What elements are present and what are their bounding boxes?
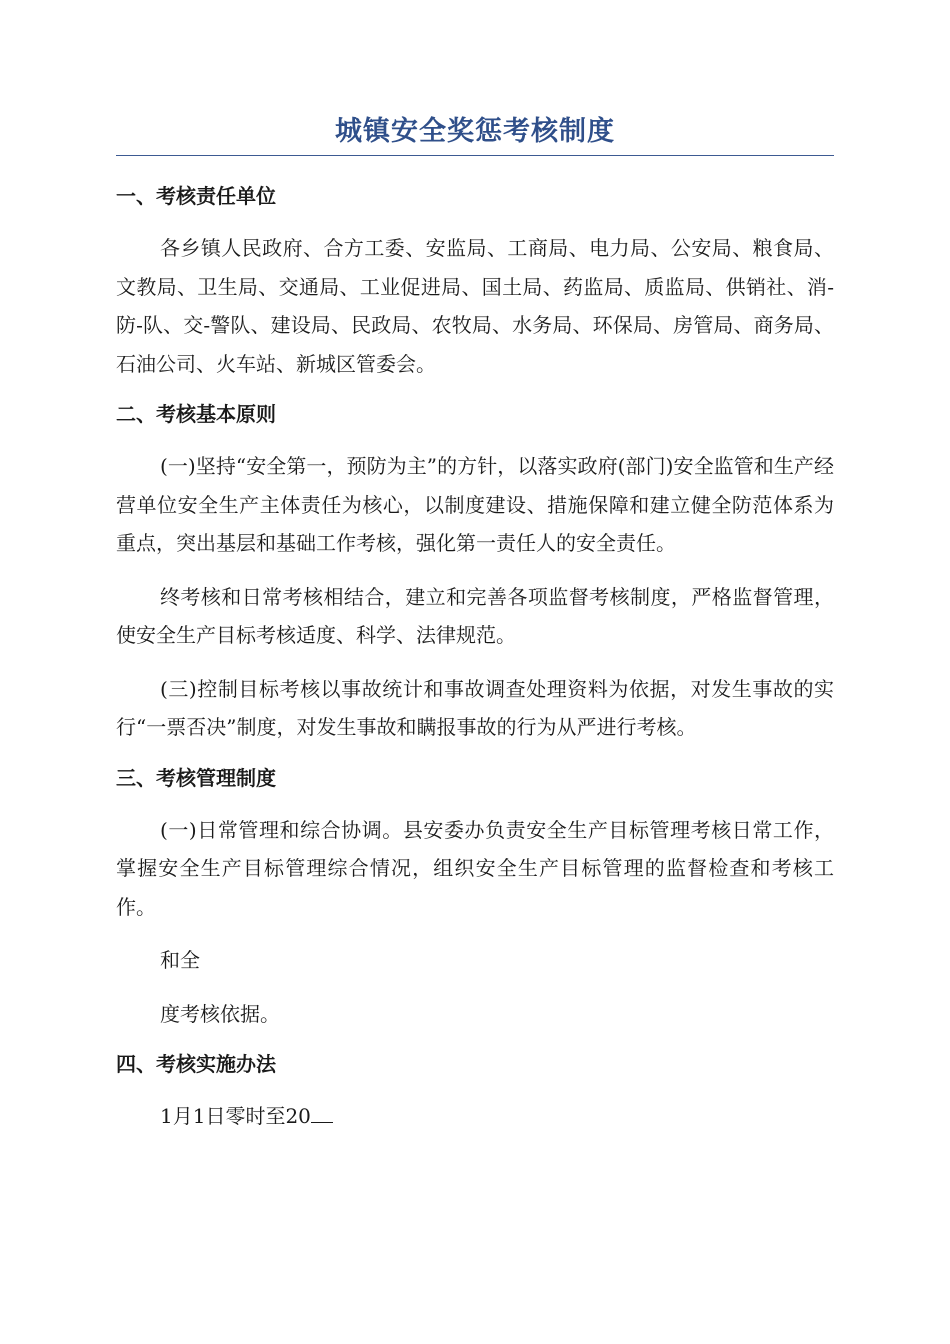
section-4-paragraph-1 <box>116 1097 834 1136</box>
section-1-paragraph-1: 各乡镇人民政府、合方工委、安监局、工商局、电力局、公安局、粮食局、文教局、卫生局、交通局、工业促进局、国土局、药监局、质监局、供销社、消-防-队、交-警队、建设局、民政局、农牧局、水务局、环保局、房管局、商务局、石油公司、火车站、新城区管委会。 <box>116 236 834 376</box>
section-2-paragraph-1: (一)坚持“安全第一，预防为主”的方针，以落实政府(部门)安全监管和生产经营单位安全生产主体责任为核心，以制度建设、措施保障和建立健全防范体系为重点，突出基层和基础工作考核，强化第一责任人的安全责任。 <box>116 454 834 555</box>
section-heading-4: 四、考核实施办法 <box>116 1052 276 1076</box>
fill-in-blank-line <box>311 1104 333 1123</box>
document-page <box>116 110 834 1136</box>
document-title: 城镇安全奖惩考核制度 <box>116 110 834 156</box>
section-2-paragraph-2: 终考核和日常考核相结合，建立和完善各项监督考核制度，严格监督管理，使安全生产目标考核适度、科学、法律规范。 <box>116 584 834 647</box>
section-4-paragraph-1-text: 1月1日零时至20 <box>160 1104 311 1128</box>
section-3-paragraph-1: (一)日常管理和综合协调。县安委办负责安全生产目标管理考核日常工作，掌握安全生产目标管理综合情况，组织安全生产目标管理的监督检查和考核工作。 <box>116 817 834 919</box>
section-3-paragraph-2: 和全 <box>160 948 200 972</box>
section-heading-2: 二、考核基本原则 <box>116 402 276 426</box>
section-3-paragraph-3: 度考核依据。 <box>160 1001 280 1026</box>
section-2-paragraph-3: (三)控制目标考核以事故统计和事故调查处理资料为依据，对发生事故的实行“一票否决”制度，对发生事故和瞒报事故的行为从严进行考核。 <box>116 676 834 739</box>
section-heading-1: 一、考核责任单位 <box>116 184 276 208</box>
section-heading-3: 三、考核管理制度 <box>116 765 276 790</box>
